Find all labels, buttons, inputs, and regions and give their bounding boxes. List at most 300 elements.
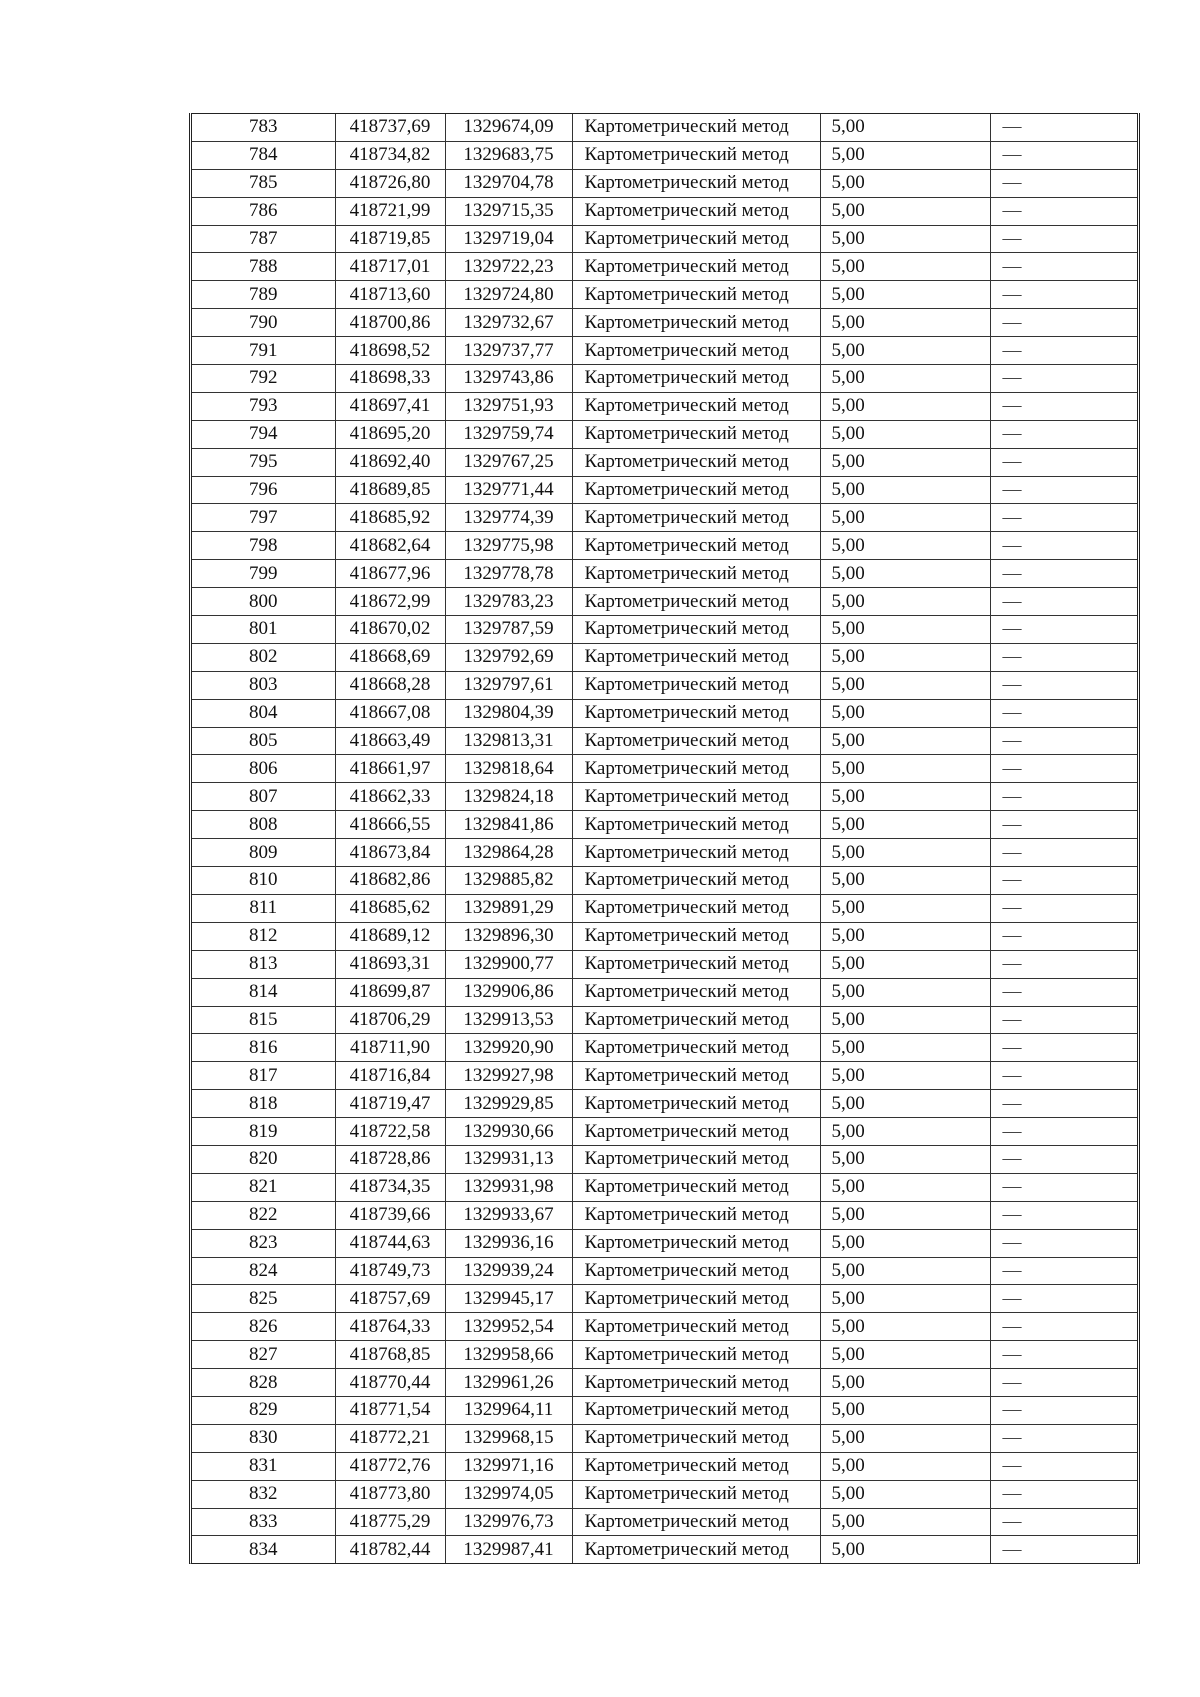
method-cell: Картометрический метод: [572, 1145, 820, 1173]
precision-cell: 5,00: [820, 532, 990, 560]
x-coordinate-cell: 418711,90: [335, 1034, 445, 1062]
precision-cell: 5,00: [820, 894, 990, 922]
y-coordinate-cell: 1329958,66: [445, 1341, 572, 1369]
description-cell: —: [990, 950, 1137, 978]
method-cell: Картометрический метод: [572, 1062, 820, 1090]
description-cell: —: [990, 755, 1137, 783]
precision-cell: 5,00: [820, 811, 990, 839]
y-coordinate-cell: 1329930,66: [445, 1118, 572, 1146]
x-coordinate-cell: 418677,96: [335, 560, 445, 588]
x-coordinate-cell: 418734,35: [335, 1173, 445, 1201]
precision-cell: 5,00: [820, 476, 990, 504]
method-cell: Картометрический метод: [572, 1536, 820, 1563]
method-cell: Картометрический метод: [572, 281, 820, 309]
precision-cell: 5,00: [820, 141, 990, 169]
x-coordinate-cell: 418726,80: [335, 169, 445, 197]
method-cell: Картометрический метод: [572, 532, 820, 560]
y-coordinate-cell: 1329906,86: [445, 978, 572, 1006]
x-coordinate-cell: 418772,76: [335, 1452, 445, 1480]
precision-cell: 5,00: [820, 699, 990, 727]
x-coordinate-cell: 418739,66: [335, 1201, 445, 1229]
description-cell: —: [990, 922, 1137, 950]
table-row: [192, 392, 1137, 420]
x-coordinate-cell: 418734,82: [335, 141, 445, 169]
point-number-cell: 819: [192, 1118, 335, 1146]
y-coordinate-cell: 1329927,98: [445, 1062, 572, 1090]
table-row: [192, 1062, 1137, 1090]
point-number-cell: 805: [192, 727, 335, 755]
point-number-cell: 787: [192, 225, 335, 253]
description-cell: —: [990, 504, 1137, 532]
table-row: [192, 560, 1137, 588]
y-coordinate-cell: 1329971,16: [445, 1452, 572, 1480]
description-cell: —: [990, 141, 1137, 169]
table-row: [192, 225, 1137, 253]
description-cell: —: [990, 1536, 1137, 1563]
table-row: [192, 1480, 1137, 1508]
table-row: [192, 141, 1137, 169]
description-cell: —: [990, 894, 1137, 922]
y-coordinate-cell: 1329974,05: [445, 1480, 572, 1508]
description-cell: —: [990, 588, 1137, 616]
precision-cell: 5,00: [820, 1090, 990, 1118]
x-coordinate-cell: 418685,92: [335, 504, 445, 532]
precision-cell: 5,00: [820, 1201, 990, 1229]
x-coordinate-cell: 418689,12: [335, 922, 445, 950]
point-number-cell: 790: [192, 309, 335, 337]
method-cell: Картометрический метод: [572, 337, 820, 365]
y-coordinate-cell: 1329722,23: [445, 253, 572, 281]
precision-cell: 5,00: [820, 839, 990, 867]
table-row: [192, 169, 1137, 197]
description-cell: —: [990, 337, 1137, 365]
point-number-cell: 816: [192, 1034, 335, 1062]
method-cell: Картометрический метод: [572, 783, 820, 811]
x-coordinate-cell: 418721,99: [335, 197, 445, 225]
point-number-cell: 833: [192, 1508, 335, 1536]
precision-cell: 5,00: [820, 1118, 990, 1146]
point-number-cell: 832: [192, 1480, 335, 1508]
method-cell: Картометрический метод: [572, 671, 820, 699]
method-cell: Картометрический метод: [572, 1341, 820, 1369]
table-row: [192, 476, 1137, 504]
precision-cell: 5,00: [820, 783, 990, 811]
y-coordinate-cell: 1329683,75: [445, 141, 572, 169]
y-coordinate-cell: 1329976,73: [445, 1508, 572, 1536]
precision-cell: 5,00: [820, 1145, 990, 1173]
y-coordinate-cell: 1329778,78: [445, 560, 572, 588]
point-number-cell: 785: [192, 169, 335, 197]
method-cell: Картометрический метод: [572, 365, 820, 393]
table-row: [192, 281, 1137, 309]
description-cell: —: [990, 616, 1137, 644]
x-coordinate-cell: 418668,69: [335, 643, 445, 671]
method-cell: Картометрический метод: [572, 755, 820, 783]
description-cell: —: [990, 1396, 1137, 1424]
y-coordinate-cell: 1329933,67: [445, 1201, 572, 1229]
point-number-cell: 795: [192, 448, 335, 476]
y-coordinate-cell: 1329804,39: [445, 699, 572, 727]
method-cell: Картометрический метод: [572, 699, 820, 727]
point-number-cell: 808: [192, 811, 335, 839]
table-row: [192, 1508, 1137, 1536]
table-row: [192, 420, 1137, 448]
precision-cell: 5,00: [820, 504, 990, 532]
precision-cell: 5,00: [820, 1536, 990, 1563]
y-coordinate-cell: 1329968,15: [445, 1424, 572, 1452]
point-number-cell: 803: [192, 671, 335, 699]
x-coordinate-cell: 418744,63: [335, 1229, 445, 1257]
table-row: [192, 309, 1137, 337]
y-coordinate-cell: 1329931,98: [445, 1173, 572, 1201]
table-row: [192, 616, 1137, 644]
precision-cell: 5,00: [820, 1341, 990, 1369]
point-number-cell: 822: [192, 1201, 335, 1229]
precision-cell: 5,00: [820, 1313, 990, 1341]
y-coordinate-cell: 1329900,77: [445, 950, 572, 978]
point-number-cell: 809: [192, 839, 335, 867]
description-cell: —: [990, 978, 1137, 1006]
y-coordinate-cell: 1329841,86: [445, 811, 572, 839]
point-number-cell: 812: [192, 922, 335, 950]
y-coordinate-cell: 1329783,23: [445, 588, 572, 616]
description-cell: —: [990, 420, 1137, 448]
precision-cell: 5,00: [820, 1396, 990, 1424]
x-coordinate-cell: 418668,28: [335, 671, 445, 699]
table-row: [192, 365, 1137, 393]
table-row: [192, 978, 1137, 1006]
y-coordinate-cell: 1329961,26: [445, 1369, 572, 1397]
description-cell: —: [990, 281, 1137, 309]
description-cell: —: [990, 1006, 1137, 1034]
y-coordinate-cell: 1329891,29: [445, 894, 572, 922]
description-cell: —: [990, 1118, 1137, 1146]
table-row: [192, 1396, 1137, 1424]
x-coordinate-cell: 418682,86: [335, 867, 445, 895]
x-coordinate-cell: 418692,40: [335, 448, 445, 476]
description-cell: —: [990, 560, 1137, 588]
table-row: [192, 1341, 1137, 1369]
table-row: [192, 1257, 1137, 1285]
x-coordinate-cell: 418663,49: [335, 727, 445, 755]
method-cell: Картометрический метод: [572, 560, 820, 588]
method-cell: Картометрический метод: [572, 950, 820, 978]
method-cell: Картометрический метод: [572, 114, 820, 142]
description-cell: —: [990, 114, 1137, 142]
x-coordinate-cell: 418717,01: [335, 253, 445, 281]
precision-cell: 5,00: [820, 922, 990, 950]
table-row: [192, 1369, 1137, 1397]
table-row: [192, 811, 1137, 839]
point-number-cell: 791: [192, 337, 335, 365]
description-cell: —: [990, 532, 1137, 560]
table-row: [192, 643, 1137, 671]
method-cell: Картометрический метод: [572, 1508, 820, 1536]
point-number-cell: 821: [192, 1173, 335, 1201]
x-coordinate-cell: 418770,44: [335, 1369, 445, 1397]
method-cell: Картометрический метод: [572, 922, 820, 950]
precision-cell: 5,00: [820, 588, 990, 616]
point-number-cell: 815: [192, 1006, 335, 1034]
method-cell: Картометрический метод: [572, 1006, 820, 1034]
y-coordinate-cell: 1329813,31: [445, 727, 572, 755]
y-coordinate-cell: 1329939,24: [445, 1257, 572, 1285]
precision-cell: 5,00: [820, 950, 990, 978]
precision-cell: 5,00: [820, 169, 990, 197]
description-cell: —: [990, 727, 1137, 755]
method-cell: Картометрический метод: [572, 504, 820, 532]
method-cell: Картометрический метод: [572, 309, 820, 337]
point-number-cell: 810: [192, 867, 335, 895]
point-number-cell: 788: [192, 253, 335, 281]
y-coordinate-cell: 1329719,04: [445, 225, 572, 253]
x-coordinate-cell: 418775,29: [335, 1508, 445, 1536]
method-cell: Картометрический метод: [572, 392, 820, 420]
precision-cell: 5,00: [820, 1006, 990, 1034]
x-coordinate-cell: 418693,31: [335, 950, 445, 978]
x-coordinate-cell: 418782,44: [335, 1536, 445, 1563]
method-cell: Картометрический метод: [572, 1452, 820, 1480]
table-row: [192, 337, 1137, 365]
table-row: [192, 894, 1137, 922]
point-number-cell: 820: [192, 1145, 335, 1173]
method-cell: Картометрический метод: [572, 727, 820, 755]
table-row: [192, 1285, 1137, 1313]
point-number-cell: 784: [192, 141, 335, 169]
x-coordinate-cell: 418667,08: [335, 699, 445, 727]
method-cell: Картометрический метод: [572, 1090, 820, 1118]
y-coordinate-cell: 1329767,25: [445, 448, 572, 476]
table-row: [192, 532, 1137, 560]
y-coordinate-cell: 1329797,61: [445, 671, 572, 699]
x-coordinate-cell: 418682,64: [335, 532, 445, 560]
y-coordinate-cell: 1329715,35: [445, 197, 572, 225]
x-coordinate-cell: 418719,47: [335, 1090, 445, 1118]
method-cell: Картометрический метод: [572, 1285, 820, 1313]
description-cell: —: [990, 811, 1137, 839]
y-coordinate-cell: 1329792,69: [445, 643, 572, 671]
precision-cell: 5,00: [820, 253, 990, 281]
table-row: [192, 783, 1137, 811]
y-coordinate-cell: 1329931,13: [445, 1145, 572, 1173]
method-cell: Картометрический метод: [572, 225, 820, 253]
point-number-cell: 817: [192, 1062, 335, 1090]
point-number-cell: 807: [192, 783, 335, 811]
precision-cell: 5,00: [820, 1229, 990, 1257]
description-cell: —: [990, 392, 1137, 420]
method-cell: Картометрический метод: [572, 1369, 820, 1397]
precision-cell: 5,00: [820, 1424, 990, 1452]
table-row: [192, 922, 1137, 950]
description-cell: —: [990, 643, 1137, 671]
description-cell: —: [990, 1034, 1137, 1062]
y-coordinate-cell: 1329952,54: [445, 1313, 572, 1341]
precision-cell: 5,00: [820, 448, 990, 476]
method-cell: Картометрический метод: [572, 1313, 820, 1341]
method-cell: Картометрический метод: [572, 420, 820, 448]
method-cell: Картометрический метод: [572, 1201, 820, 1229]
table-row: [192, 950, 1137, 978]
point-number-cell: 830: [192, 1424, 335, 1452]
method-cell: Картометрический метод: [572, 616, 820, 644]
point-number-cell: 825: [192, 1285, 335, 1313]
x-coordinate-cell: 418719,85: [335, 225, 445, 253]
point-number-cell: 794: [192, 420, 335, 448]
table-row: [192, 867, 1137, 895]
x-coordinate-cell: 418772,21: [335, 1424, 445, 1452]
coordinates-table-frame: [189, 113, 1140, 1564]
x-coordinate-cell: 418672,99: [335, 588, 445, 616]
precision-cell: 5,00: [820, 1034, 990, 1062]
precision-cell: 5,00: [820, 560, 990, 588]
y-coordinate-cell: 1329774,39: [445, 504, 572, 532]
x-coordinate-cell: 418699,87: [335, 978, 445, 1006]
method-cell: Картометрический метод: [572, 141, 820, 169]
y-coordinate-cell: 1329864,28: [445, 839, 572, 867]
method-cell: Картометрический метод: [572, 197, 820, 225]
x-coordinate-cell: 418764,33: [335, 1313, 445, 1341]
point-number-cell: 798: [192, 532, 335, 560]
description-cell: —: [990, 1285, 1137, 1313]
point-number-cell: 834: [192, 1536, 335, 1563]
x-coordinate-cell: 418728,86: [335, 1145, 445, 1173]
table-row: [192, 197, 1137, 225]
precision-cell: 5,00: [820, 1285, 990, 1313]
table-row: [192, 727, 1137, 755]
description-cell: —: [990, 225, 1137, 253]
table-row: [192, 448, 1137, 476]
precision-cell: 5,00: [820, 365, 990, 393]
table-row: [192, 1173, 1137, 1201]
table-row: [192, 699, 1137, 727]
table-row: [192, 1006, 1137, 1034]
y-coordinate-cell: 1329771,44: [445, 476, 572, 504]
x-coordinate-cell: 418706,29: [335, 1006, 445, 1034]
description-cell: —: [990, 839, 1137, 867]
x-coordinate-cell: 418697,41: [335, 392, 445, 420]
table-row: [192, 755, 1137, 783]
y-coordinate-cell: 1329987,41: [445, 1536, 572, 1563]
table-row: [192, 1424, 1137, 1452]
point-number-cell: 818: [192, 1090, 335, 1118]
point-number-cell: 783: [192, 114, 335, 142]
y-coordinate-cell: 1329885,82: [445, 867, 572, 895]
y-coordinate-cell: 1329759,74: [445, 420, 572, 448]
point-number-cell: 829: [192, 1396, 335, 1424]
method-cell: Картометрический метод: [572, 1118, 820, 1146]
y-coordinate-cell: 1329724,80: [445, 281, 572, 309]
precision-cell: 5,00: [820, 1062, 990, 1090]
description-cell: —: [990, 1062, 1137, 1090]
table-row: [192, 1452, 1137, 1480]
y-coordinate-cell: 1329775,98: [445, 532, 572, 560]
y-coordinate-cell: 1329964,11: [445, 1396, 572, 1424]
table-row: [192, 1229, 1137, 1257]
point-number-cell: 806: [192, 755, 335, 783]
method-cell: Картометрический метод: [572, 978, 820, 1006]
x-coordinate-cell: 418749,73: [335, 1257, 445, 1285]
y-coordinate-cell: 1329913,53: [445, 1006, 572, 1034]
precision-cell: 5,00: [820, 337, 990, 365]
y-coordinate-cell: 1329936,16: [445, 1229, 572, 1257]
y-coordinate-cell: 1329896,30: [445, 922, 572, 950]
method-cell: Картометрический метод: [572, 1173, 820, 1201]
table-row: [192, 504, 1137, 532]
description-cell: —: [990, 1145, 1137, 1173]
precision-cell: 5,00: [820, 867, 990, 895]
point-number-cell: 793: [192, 392, 335, 420]
x-coordinate-cell: 418698,52: [335, 337, 445, 365]
method-cell: Картометрический метод: [572, 448, 820, 476]
point-number-cell: 824: [192, 1257, 335, 1285]
x-coordinate-cell: 418670,02: [335, 616, 445, 644]
point-number-cell: 801: [192, 616, 335, 644]
point-number-cell: 796: [192, 476, 335, 504]
precision-cell: 5,00: [820, 1369, 990, 1397]
point-number-cell: 823: [192, 1229, 335, 1257]
description-cell: —: [990, 1257, 1137, 1285]
method-cell: Картометрический метод: [572, 894, 820, 922]
precision-cell: 5,00: [820, 392, 990, 420]
method-cell: Картометрический метод: [572, 867, 820, 895]
precision-cell: 5,00: [820, 225, 990, 253]
description-cell: —: [990, 197, 1137, 225]
table-row: [192, 1034, 1137, 1062]
precision-cell: 5,00: [820, 978, 990, 1006]
precision-cell: 5,00: [820, 643, 990, 671]
method-cell: Картометрический метод: [572, 643, 820, 671]
method-cell: Картометрический метод: [572, 1257, 820, 1285]
description-cell: —: [990, 448, 1137, 476]
description-cell: —: [990, 1480, 1137, 1508]
point-number-cell: 814: [192, 978, 335, 1006]
table-row: [192, 671, 1137, 699]
precision-cell: 5,00: [820, 1508, 990, 1536]
description-cell: —: [990, 1452, 1137, 1480]
table-row: [192, 1090, 1137, 1118]
precision-cell: 5,00: [820, 197, 990, 225]
description-cell: —: [990, 476, 1137, 504]
method-cell: Картометрический метод: [572, 1396, 820, 1424]
point-number-cell: 797: [192, 504, 335, 532]
description-cell: —: [990, 169, 1137, 197]
point-number-cell: 828: [192, 1369, 335, 1397]
point-number-cell: 831: [192, 1452, 335, 1480]
point-number-cell: 813: [192, 950, 335, 978]
precision-cell: 5,00: [820, 727, 990, 755]
x-coordinate-cell: 418713,60: [335, 281, 445, 309]
x-coordinate-cell: 418689,85: [335, 476, 445, 504]
method-cell: Картометрический метод: [572, 588, 820, 616]
y-coordinate-cell: 1329787,59: [445, 616, 572, 644]
description-cell: —: [990, 867, 1137, 895]
description-cell: —: [990, 1173, 1137, 1201]
precision-cell: 5,00: [820, 309, 990, 337]
precision-cell: 5,00: [820, 616, 990, 644]
point-number-cell: 792: [192, 365, 335, 393]
method-cell: Картометрический метод: [572, 1424, 820, 1452]
x-coordinate-cell: 418695,20: [335, 420, 445, 448]
x-coordinate-cell: 418768,85: [335, 1341, 445, 1369]
point-number-cell: 802: [192, 643, 335, 671]
method-cell: Картометрический метод: [572, 839, 820, 867]
table-row: [192, 1118, 1137, 1146]
precision-cell: 5,00: [820, 1480, 990, 1508]
precision-cell: 5,00: [820, 1173, 990, 1201]
description-cell: —: [990, 699, 1137, 727]
x-coordinate-cell: 418773,80: [335, 1480, 445, 1508]
y-coordinate-cell: 1329929,85: [445, 1090, 572, 1118]
